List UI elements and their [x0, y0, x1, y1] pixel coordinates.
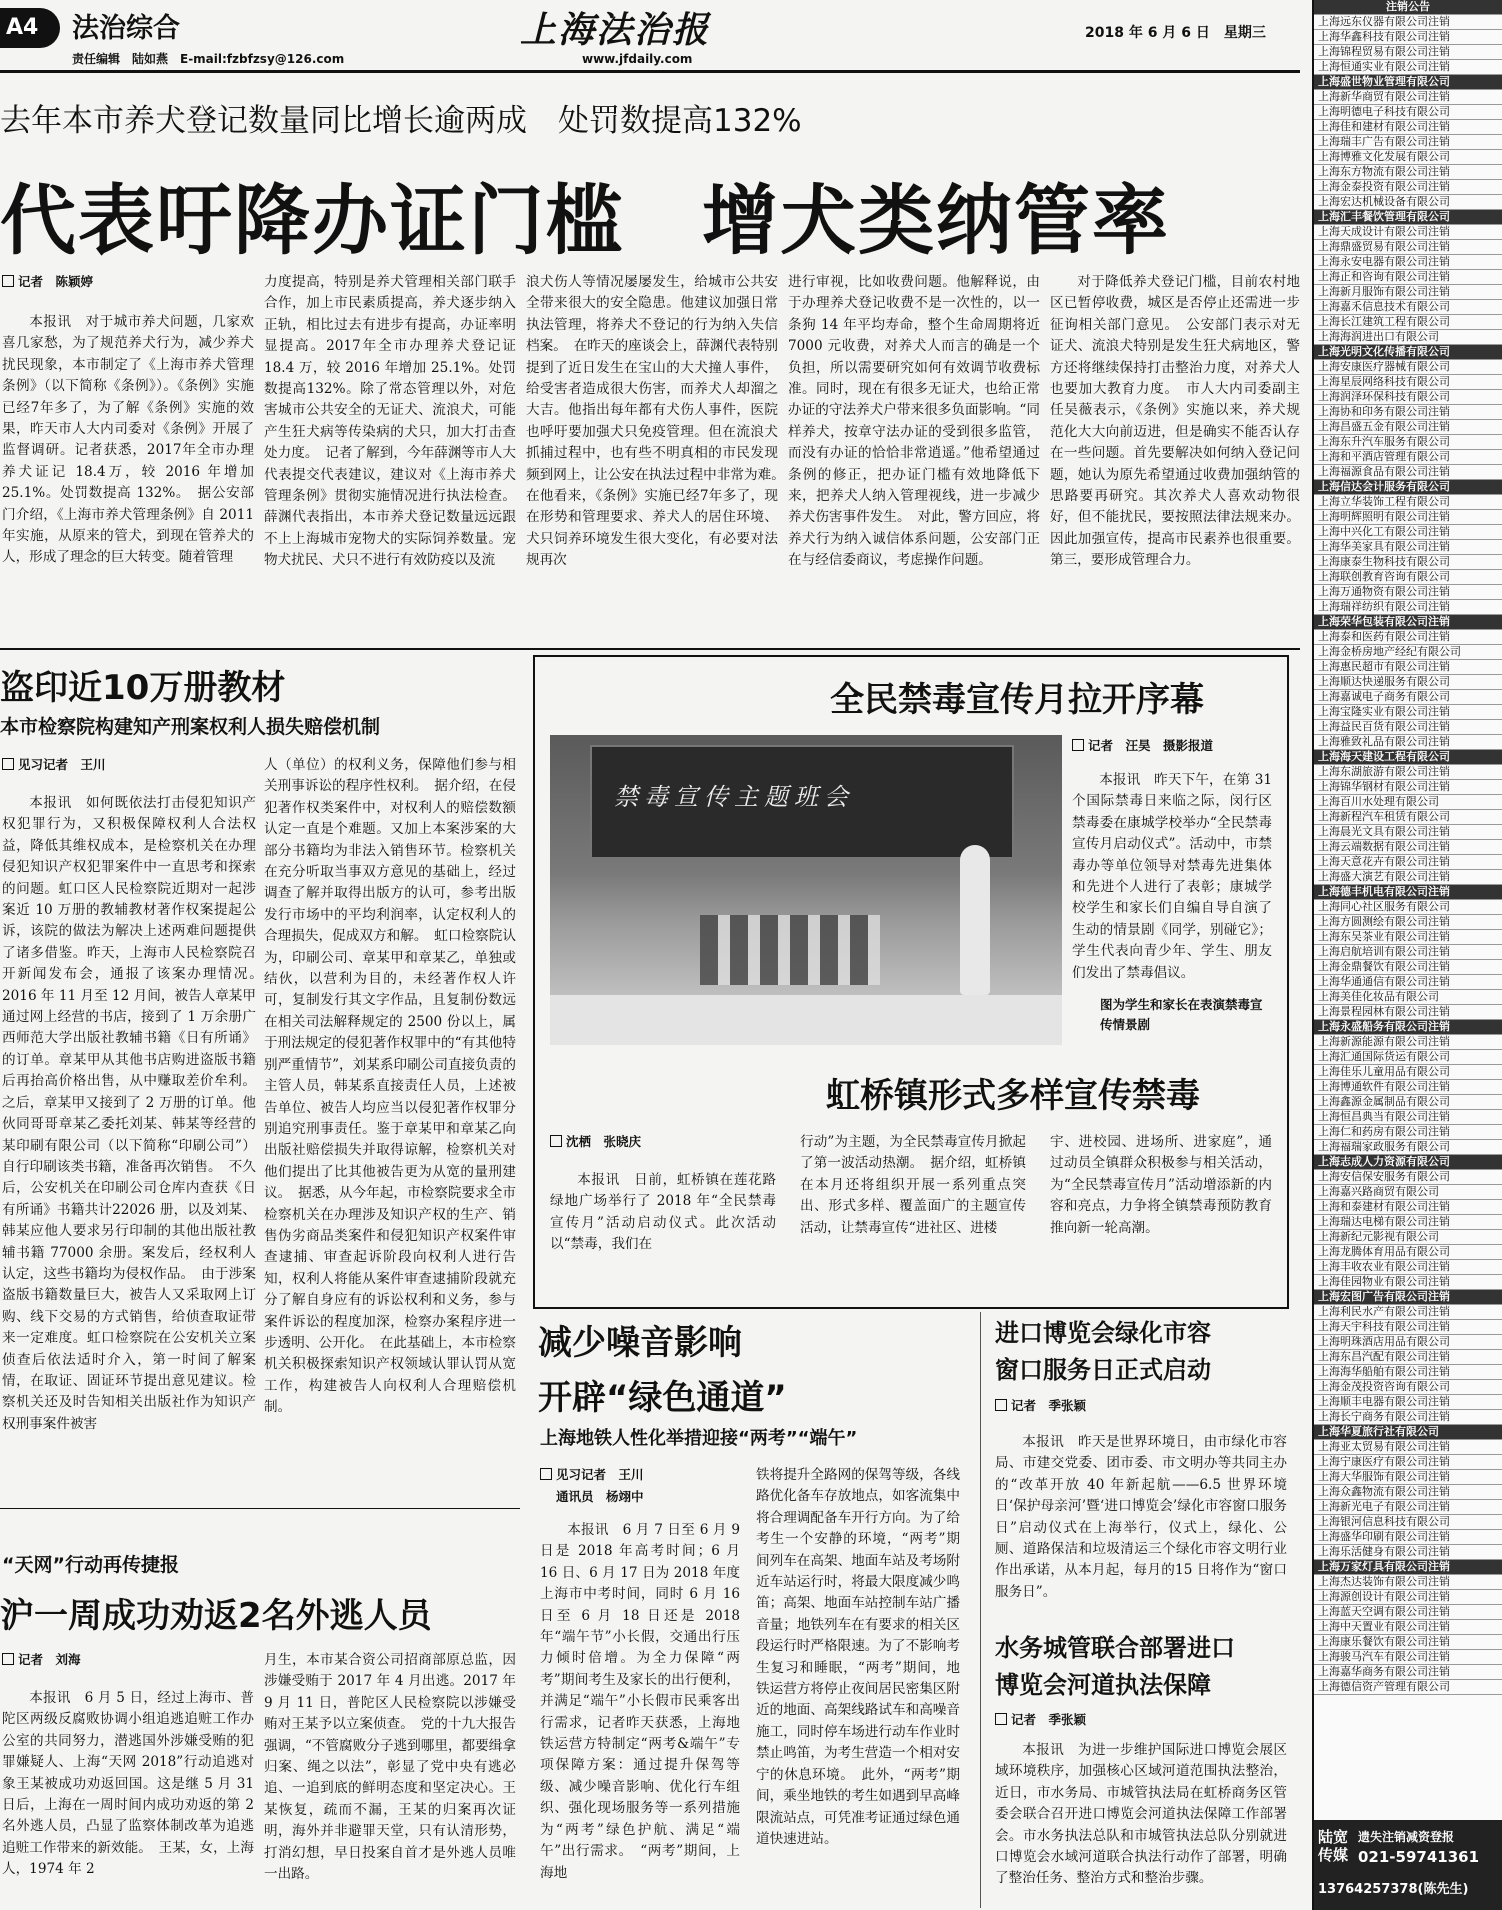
classified-entry: 上海华鑫科技有限公司注销	[1314, 30, 1502, 45]
classified-entry: 上海龙腾体育用品有限公司	[1314, 1245, 1502, 1260]
classified-entry: 上海永安电器有限公司注销	[1314, 255, 1502, 270]
lead-byline: 记者 陈颖婷	[2, 272, 93, 290]
classified-entry: 上海金茂投资咨询有限公司	[1314, 1380, 1502, 1395]
expo-headline-2: 窗口服务日正式启动	[995, 1356, 1211, 1384]
lead-col-2: 力度提高，特别是养犬管理相关部门联手合作，加上市民素质提高，养犬逐步纳入正轨，相比过去有进步有提高，办证率明显提高。2017年全市办理养犬登记证 18.4 万，较 2016 年增加 25.1%。处罚数提高132%。除了常态管理以外，对危害城市公共安全的无证犬、流浪犬，可能产生狂犬病等传染病的犬只，加大打击查处力度。 记者了解到，今年薛渊等市人大代表提交代表建议，建议对《上海市养犬管理条例》贯彻实施情况进行执法检查。薛渊代表指出，本市养犬登记数量远远跟不上上海城市宠物犬的实际饲养数量。宠物犬扰民、犬只不进行有效防疫以及流	[264, 274, 516, 569]
drug-byline: 记者 汪昊 摄影报道	[1072, 736, 1213, 754]
classified-entry: 上海瑞达电梯有限公司注销	[1314, 1215, 1502, 1230]
classified-entry: 上海金桥房地产经纪有限公司	[1314, 645, 1502, 660]
classified-entry: 上海长江建筑工程有限公司	[1314, 315, 1502, 330]
editor-line: 责任编辑 陆如燕 E-mail:fzbfzsy@126.com	[72, 52, 345, 66]
classified-entry: 上海协和印务有限公司注销	[1314, 405, 1502, 420]
textbook-headline: 盗印近10万册教材	[0, 668, 286, 708]
noise-subhead: 上海地铁人性化举措迎接“两考”“端午”	[540, 1428, 858, 1449]
noise-byline-2: 通讯员 杨翊中	[556, 1489, 644, 1504]
classified-entry: 上海锦华钢材有限公司注销	[1314, 780, 1502, 795]
textbook-col-2: 人（单位）的权利义务，保障他们参与相关刑事诉讼的程序性权利。 据介绍，在侵犯著作权类案件中，对权利人的赔偿数额认定一直是个难题。又加上本案涉案的大部分书籍均为非法入销售环节。检察机关在充分听取当事双方意见的基础上，经过调查了解并取得出版方的认可，参考出版发行市场中的平均利润率，认定权利人的合理损失，促成双方和解。 虹口检察院认为，印刷公司、章某甲和章某乙，单独或结伙，以营利为目的，未经著作权人许可，复制发行其文字作品，且复制份数远在相关司法解释规定的 2500 份以上，属于刑法规定的侵犯著作权罪中的“有其他特别严重情节”，刘某系印刷公司直接负责的主管人员，韩某系直接责任人员，上述被告单位、被告人均应当以侵犯著作权罪分别追究刑事责任。鉴于章某甲和章某乙向出版社赔偿损失并取得谅解，检察机关对他们提出了比其他被告更为从宽的量刑建议。 据悉，从今年起，市检察院要求全市检察机关在办理涉及知识产权的生产、销售伪劣商品类案件和侵犯知识产权案件审查逮捕、审查起诉阶段向权利人进行告知，权利人将能从案件审查逮捕阶段就充分了解自身应有的诉讼权利和义务，参与案件诉讼的程度加深，检察办案程序进一步透明、公开化。 在此基础上，本市检察机关积极探索知识产权领域认罪认罚从宽工作，构建被告人向权利人合理赔偿机制。	[264, 757, 516, 1416]
classified-entry: 上海东吴茶业有限公司注销	[1314, 930, 1502, 945]
classified-entry: 上海恒昌典当有限公司注销	[1314, 1110, 1502, 1125]
lead-col-5: 对于降低养犬登记门槛，目前农村地区已暂停收费，城区是否停止还需进一步征询相关部门意见。 公安部门表示对无证犬、流浪犬特别是发生狂犬病地区，警方还将继续保持打击整治力度，对养犬人也要加大教育力度。 市人大内司委副主任吴薇表示，《条例》实施以来，养犬规范化大大向前迈进，但是确实不能否认存在一些问题。首先要解决如何纳入登记问题，她认为原先希望通过收费加强纳管的思路要再研究。其次养犬人喜欢动物很好，但不能扰民，要按照法律法规来办。因此加强宣传，提高市民素养也很重要。第三，要形成管理合力。	[1050, 274, 1300, 569]
hongqiao-col-1: 本报讯 日前，虹桥镇在莲花路绿地广场举行了 2018 年“全民禁毒宣传月”活动启动仪式。此次活动以“禁毒，我们在	[550, 1172, 776, 1253]
expo-byline: 记者 季张颖	[995, 1396, 1086, 1414]
classified-entry: 上海天成设计有限公司注销	[1314, 225, 1502, 240]
classified-entry: 上海博通软件有限公司注销	[1314, 1080, 1502, 1095]
classified-entry: 上海万通物资有限公司注销	[1314, 585, 1502, 600]
classified-entry: 上海星辰网络科技有限公司	[1314, 375, 1502, 390]
textbook-byline: 见习记者 王川	[2, 755, 106, 773]
classified-entry: 上海顺达快递服务有限公司	[1314, 675, 1502, 690]
classifieds-header: 注销公告	[1314, 0, 1502, 15]
classified-entry: 上海明珠酒店用品有限公司	[1314, 1335, 1502, 1350]
classified-entry: 上海中兴化工有限公司注销	[1314, 525, 1502, 540]
tianwang-col-2: 月生，本市某合资公司招商部原总监，因涉嫌受贿于 2017 年 4 月出逃。2017 年 9 月 11 日，普陀区人民检察院以涉嫌受贿对王某予以立案侦查。 党的十九大报告强调，“不管腐败分子逃到哪里，都要缉拿归案、绳之以法”，彰显了党中央有逃必追、一追到底的鲜明态度和坚定决心。王某恢复，疏而不漏，王某的归案再次证明，海外并非避罪天堂，只有认清形势，打消幻想，早日投案自首才是外逃人员唯一出路。	[264, 1652, 516, 1883]
classified-entry: 上海启航培训有限公司注销	[1314, 945, 1502, 960]
classified-entry: 上海锦程贸易有限公司注销	[1314, 45, 1502, 60]
lead-col-4: 进行审视，比如收费问题。他解释说，由于办理养犬登记收费不是一次性的，以一条狗 14 年平均寿命，整个生命周期将近 7000 元收费，对养犬人而言的确是一个负担，所以需要研究如何有效调节收费标准。同时，现在有很多无证犬，也给正常办证的守法养犬户带来很多负面影响。“同样养犬，按章守法办证的受到很多监管，而没有办证的恰恰非常逍遥。”他希望通过条例的修正，把办证门槛有效地降低下来，把养犬人纳入管理视线，进一步减少养犬伤害事件发生。 对此，警方回应，将养犬行为纳入诚信体系问题，公安部门正在与经信委商议，考虑操作问题。	[788, 274, 1040, 569]
classified-entry: 上海同心社区服务有限公司	[1314, 900, 1502, 915]
classified-entry: 上海汇通国际货运有限公司	[1314, 1050, 1502, 1065]
classified-entry: 上海瑞祥纺织有限公司注销	[1314, 600, 1502, 615]
classified-entry: 上海远东仪器有限公司注销	[1314, 15, 1502, 30]
classified-entry: 上海益民百货有限公司注销	[1314, 720, 1502, 735]
classified-entry: 上海新纪元影视有限公司	[1314, 1230, 1502, 1245]
classified-entry: 上海福源食品有限公司注销	[1314, 465, 1502, 480]
classified-entry: 上海嘉华商务有限公司注销	[1314, 1665, 1502, 1680]
drug-body: 本报讯 昨天下午，在第 31 个国际禁毒日来临之际，闵行区禁毒委在康城学校举办“全民禁毒宣传月启动仪式”。活动中，市禁毒办等单位领导对禁毒先进集体和先进个人进行了表彰；康城学校学生和家长们自编自导自演了生动的情景剧《同学，别碰它》；学生代表向青少年、学生、朋友们发出了禁毒倡议。	[1072, 772, 1272, 981]
classified-entry: 上海利民水产有限公司注销	[1314, 1305, 1502, 1320]
lead-bottom-rule	[0, 648, 1300, 650]
paper-logo: 上海法治报	[520, 9, 711, 51]
performer-figure	[960, 845, 990, 995]
hongqiao-col-3: 宇、进校园、进场所、进家庭”，通过动员全镇群众积极参与相关活动，为“全民禁毒宣传月”活动增添新的内容和亮点，力争将全镇禁毒预防教育推向新一轮高潮。	[1050, 1134, 1272, 1236]
noise-col-2: 铁将提升全路网的保驾等级，各线路优化备车存放地点，如客流集中将合理调配备车开行方向。为了给考生一个安静的环境，“两考”期间列车在高架、地面车站及考场附近车站运行时，将最大限度减少鸣笛；高架、地面车站控制车站广播音量；地铁列车在有要求的相关区段运行时严格限速。为了不影响考生复习和睡眠，“两考”期间，地铁运营方将停止夜间居民密集区附近的地面、高架线路试车和高噪音施工，同时停车场进行动车作业时禁止鸣笛，为考生营造一个相对安宁的休息环境。 此外，“两考”期间，乘坐地铁的考生如遇到早高峰限流站点，可凭准考证通过绿色通道快速进站。	[756, 1467, 960, 1847]
classified-entry: 上海荣华包装有限公司注销	[1314, 615, 1502, 630]
classified-entry: 上海盛世物业管理有限公司	[1314, 75, 1502, 90]
classified-entry: 上海新光电子有限公司注销	[1314, 1500, 1502, 1515]
classified-entry: 上海美佳化妆品有限公司	[1314, 990, 1502, 1005]
classified-entry: 上海长宁商务有限公司注销	[1314, 1410, 1502, 1425]
footer-mobile: 13764257378(陈先生)	[1318, 1882, 1469, 1897]
classified-entry: 上海立华装饰工程有限公司	[1314, 495, 1502, 510]
expo-headline-1: 进口博览会绿化市容	[995, 1319, 1211, 1347]
classified-entry: 上海明辉照明有限公司注销	[1314, 510, 1502, 525]
tianwang-kicker: “天网”行动再传捷报	[2, 1554, 179, 1576]
classified-entry: 上海金泰投资有限公司注销	[1314, 180, 1502, 195]
classified-entry: 上海德信资产管理有限公司	[1314, 1680, 1502, 1695]
classified-entry: 上海众鑫物流有限公司注销	[1314, 1485, 1502, 1500]
hongqiao-headline: 虹桥镇形式多样宣传禁毒	[826, 1076, 1200, 1116]
classified-entry: 上海康乐餐饮有限公司注销	[1314, 1635, 1502, 1650]
tianwang-col-1: 本报讯 6 月 5 日，经过上海市、普陀区两级反腐败协调小组追逃追赃工作办公室的共同努力，潜逃国外涉嫌受贿的犯罪嫌疑人、上海“天网 2018”行动追逃对象王某被成功劝返回国。这是继 5 月 31 日后，上海在一周时间内成功劝返的第 2 名外逃人员，凸显了监察体制改革为追逃追赃工作带来的新效能。 王某，女，上海人，1974 年 2	[2, 1690, 254, 1878]
classified-entry: 上海宁康医疗有限公司注销	[1314, 1455, 1502, 1470]
photo-caption: 图为学生和家长在表演禁毒宣传情景剧	[1100, 997, 1263, 1032]
classified-entry: 上海乐活健身有限公司注销	[1314, 1545, 1502, 1560]
classified-entry: 上海光明文化传播有限公司	[1314, 345, 1502, 360]
issue-date: 2018 年 6 月 6 日 星期三	[1085, 25, 1266, 41]
classified-entry: 上海佳园物业有限公司注销	[1314, 1275, 1502, 1290]
footer-brand: 陆宽传媒	[1318, 1828, 1349, 1864]
classified-entry: 上海志成人力资源有限公司	[1314, 1155, 1502, 1170]
classified-entry: 上海金鼎餐饮有限公司注销	[1314, 960, 1502, 975]
footer-phone: 021-59741361	[1358, 1848, 1480, 1866]
water-headline-1: 水务城管联合部署进口	[995, 1634, 1235, 1662]
classified-entry: 上海盛大演艺有限公司注销	[1314, 870, 1502, 885]
classified-entry: 上海东升汽车服务有限公司	[1314, 435, 1502, 450]
classified-entry: 上海佳乐儿童用品有限公司	[1314, 1065, 1502, 1080]
classified-entry: 上海华美家具有限公司注销	[1314, 540, 1502, 555]
classified-entry: 上海仁和药房有限公司注销	[1314, 1125, 1502, 1140]
hongqiao-byline: 沈栖 张晓庆	[550, 1132, 641, 1150]
classified-entry: 上海佳和建材有限公司注销	[1314, 120, 1502, 135]
lead-col-1: 本报讯 对于城市养犬问题，几家欢喜几家愁，为了规范养犬行为，减少养犬扰民现象，本市制定了《上海市养犬管理条例》（以下简称《条例》）。《条例》实施已经7年多了，为了解《条例》实施的效果，昨天市人大内司委对《条例》开展了监督调研。记者获悉，2017年全市办理养犬证记 18.4万，较 2016 年增加 25.1%。处罚数提高 132%。 据公安部门介绍，《上海市养犬管理条例》自 2011 年实施，从原来的管犬，到现在管养犬的人，形成了理念的巨大转变。随着管理	[2, 314, 254, 566]
classified-entry: 上海和泰建材有限公司注销	[1314, 1200, 1502, 1215]
classifieds-list	[1314, 15, 1502, 1815]
page-number-tab: A4	[0, 8, 60, 48]
textbook-bottom-rule	[0, 1508, 520, 1509]
classified-entry: 上海东昌汽配有限公司注销	[1314, 1350, 1502, 1365]
classified-entry: 上海汇丰餐饮管理有限公司	[1314, 210, 1502, 225]
classified-entry: 上海银河信息科技有限公司	[1314, 1515, 1502, 1530]
classified-entry: 上海方圆测绘有限公司注销	[1314, 915, 1502, 930]
classified-entry: 上海安康医疗器械有限公司	[1314, 360, 1502, 375]
classified-entry: 上海新月服饰有限公司注销	[1314, 285, 1502, 300]
classified-entry: 上海东方物流有限公司注销	[1314, 165, 1502, 180]
footer-label: 遗失注销减资登报	[1358, 1830, 1455, 1844]
classified-entry: 上海宏图广告有限公司注销	[1314, 1290, 1502, 1305]
stage-photo	[550, 735, 1062, 1045]
classified-entry: 上海宏达机械设备有限公司	[1314, 195, 1502, 210]
classified-entry: 上海丰收农业有限公司注销	[1314, 1260, 1502, 1275]
classified-entry: 上海华夏旅行社有限公司	[1314, 1425, 1502, 1440]
expo-body: 本报讯 昨天是世界环境日，由市绿化市容局、市建交党委、团市委、市文明办等共同主办的“改革开放 40 年新起航——6.5 世界环境日‘保护母亲河’暨‘进口博览会’绿化市容窗口服务日”启动仪式在上海举行，仪式上，绿化、公厕、道路保洁和垃圾清运三个绿化市容文明行业作出承诺，从本月起，每月的15 日将作为“窗口服务日”。	[995, 1434, 1287, 1600]
textbook-subhead: 本市检察院构建知产刑案权利人损失赔偿机制	[0, 716, 381, 738]
classified-entry: 上海天意花卉有限公司注销	[1314, 855, 1502, 870]
classified-entry: 上海晨光文具有限公司注销	[1314, 825, 1502, 840]
classified-entry: 上海惠民超市有限公司注销	[1314, 660, 1502, 675]
classified-entry: 上海润泽环保科技有限公司	[1314, 390, 1502, 405]
noise-headline-1: 减少噪音影响	[538, 1323, 742, 1363]
lead-headline: 代表吁降办证门槛 增犬类纳管率	[0, 176, 1170, 265]
classified-entry: 上海海润进出口有限公司	[1314, 330, 1502, 345]
tianwang-byline: 记者 刘海	[2, 1650, 81, 1668]
noise-headline-2: 开辟“绿色通道”	[538, 1378, 787, 1418]
classified-entry: 上海嘉兴路商贸有限公司	[1314, 1185, 1502, 1200]
classified-entry: 上海博雅文化发展有限公司	[1314, 150, 1502, 165]
hongqiao-col-2: 行动”为主题，为全民禁毒宣传月掀起了第一波活动热潮。 据介绍，虹桥镇在本月还将组织开展一系列重点突出、形式多样、覆盖面广的主题宣传活动，让禁毒宣传“进社区、进楼	[800, 1134, 1026, 1236]
drug-headline: 全民禁毒宣传月拉开序幕	[830, 680, 1204, 720]
classified-entry: 上海宝隆实业有限公司注销	[1314, 705, 1502, 720]
seated-children	[700, 915, 880, 985]
column-divider	[980, 1312, 981, 1908]
classified-entry: 上海联创教育咨询有限公司	[1314, 570, 1502, 585]
classified-entry: 上海亚太贸易有限公司注销	[1314, 1440, 1502, 1455]
noise-col-1: 本报讯 6 月 7 日至 6 月 9 日是 2018 年高考时间；6 月 16 日、6 月 17 日为 2018 年度上海市中考时间，同时 6 月 16 日至 6 月 18 日还是 2018 年“端午节”小长假，交通出行压力倾时倍增。为全力保障“两考”期间考生及家长的出行便利，并满足“端午”小长假市民乘客出行需求，记者昨天获悉，上海地铁运营方特制定“两考&端午”专项保障方案：通过提升保驾等级、减少噪音影响、优化行车组织、强化现场服务等一系列措施为“两考”绿色护航、满足“端午”出行需求。 “两考”期间，上海地	[540, 1522, 740, 1881]
classified-entry: 上海福瑞家政服务有限公司	[1314, 1140, 1502, 1155]
classified-entry: 上海景程园林有限公司注销	[1314, 1005, 1502, 1020]
stage-banner: 禁毒宣传主题班会	[590, 745, 1014, 859]
classified-entry: 上海海天建设工程有限公司	[1314, 750, 1502, 765]
lead-col-3: 浪犬伤人等情况屡屡发生，给城市公共安全带来很大的安全隐患。他建议加强日常执法管理，将养犬不登记的行为纳入失信档案。 在昨天的座谈会上，薛渊代表特别提到了近日发生在宝山的大犬撞人事件，给受害者造成很大伤害，而养犬人却溜之大吉。他指出每年都有犬伤人事件，医院也呼吁要加强犬只免疫管理。但在流浪犬抓捕过程中，也有些不明真相的市民发现频到网上，让公安在执法过程中非常为难。 在他看来，《条例》实施已经7年多了，现在形势和管理要求、养犬人的居住环境、犬只饲养环境发生很大变化，有必要对法规再次	[526, 274, 792, 569]
classified-entry: 上海瑞丰广告有限公司注销	[1314, 135, 1502, 150]
classified-entry: 上海德丰机电有限公司注销	[1314, 885, 1502, 900]
paper-url: www.jfdaily.com	[582, 52, 693, 66]
classified-entry: 上海泰和医药有限公司注销	[1314, 630, 1502, 645]
classified-entry: 上海和平酒店管理有限公司	[1314, 450, 1502, 465]
classified-entry: 上海雅致礼品有限公司注销	[1314, 735, 1502, 750]
classified-entry: 上海华通通信有限公司注销	[1314, 975, 1502, 990]
classified-entry: 上海鼎盛贸易有限公司注销	[1314, 240, 1502, 255]
classified-entry: 上海新程汽车租赁有限公司	[1314, 810, 1502, 825]
noise-byline-1: 见习记者 王川	[540, 1465, 644, 1483]
masthead-rule	[0, 70, 1300, 73]
classified-entry: 上海杰达装饰有限公司注销	[1314, 1575, 1502, 1590]
classified-entry: 上海嘉诚电子商务有限公司	[1314, 690, 1502, 705]
classified-entry: 上海天宇科技有限公司注销	[1314, 1320, 1502, 1335]
classified-entry: 上海昌盛五金有限公司注销	[1314, 420, 1502, 435]
classified-entry: 上海蓝天空调有限公司注销	[1314, 1605, 1502, 1620]
classified-entry: 上海骏马汽车有限公司注销	[1314, 1650, 1502, 1665]
classified-entry: 上海百川水处理有限公司	[1314, 795, 1502, 810]
classified-entry: 上海新华商贸有限公司注销	[1314, 90, 1502, 105]
classified-entry: 上海永盛船务有限公司注销	[1314, 1020, 1502, 1035]
classified-entry: 上海安信保安服务有限公司	[1314, 1170, 1502, 1185]
classified-entry: 上海东湖旅游有限公司注销	[1314, 765, 1502, 780]
classified-entry: 上海顺丰电器有限公司注销	[1314, 1395, 1502, 1410]
classified-entry: 上海海华船舶有限公司注销	[1314, 1365, 1502, 1380]
classified-entry: 上海大华服饰有限公司注销	[1314, 1470, 1502, 1485]
tianwang-headline: 沪一周成功劝返2名外逃人员	[0, 1596, 432, 1636]
classified-entry: 上海恒通实业有限公司注销	[1314, 60, 1502, 75]
classified-entry: 上海中天置业有限公司注销	[1314, 1620, 1502, 1635]
classified-entry: 上海新源能源有限公司注销	[1314, 1035, 1502, 1050]
water-byline: 记者 季张颖	[995, 1710, 1086, 1728]
classifieds-strip	[1312, 0, 1502, 1910]
section-title: 法治综合	[72, 13, 180, 44]
classified-entry: 上海盛华印刷有限公司注销	[1314, 1530, 1502, 1545]
textbook-col-1: 本报讯 如何既依法打击侵犯知识产权犯罪行为，又积极保障权利人合法权益，降低其维权成本，是检察机关在办理侵犯知识产权犯罪案件中一直思考和探索的问题。虹口区人民检察院近期对一起涉案近 10 万册的教辅教材著作权案提起公诉，该院的做法为解决上述两难问题提供了诸多借鉴。昨天，上海市人民检察院召开新闻发布会，通报了该案办理情况。 2016 年 11 月至 12 月间，被告人章某甲通过网上经营的书店，接到了 1 万余册广西师范大学出版社教辅书籍《日有所诵》的订单。章某甲从其他书店购进盗版书籍后再抬高价格出售，从中赚取差价牟利。之后，章某甲又接到了 2 万册的订单。他伙同哥哥章某乙委托刘某、韩某等经营的某印刷有限公司（以下简称“印刷公司”）自行印刷该类书籍，准备再次销售。 不久后，公安机关在印刷公司仓库内查获《日有所诵》书籍共计22026 册，以及刘某、韩某应他人要求另行印制的其他出版社教辅书籍 77000 余册。案发后，经权利人认定，这些书籍均为侵权作品。 由于涉案盗版书籍数量巨大，被告人又采取网上订购、线下交易的方式销售，给侦查取证带来一定难度。虹口检察院在公安机关立案侦查后依法适时介入，第一时间了解案情，在取证、固证环节提出意见建议。检察机关还及时告知相关出版社作为知识产权刑事案件被害	[2, 795, 270, 1432]
classified-entry: 上海鑫源金属制品有限公司	[1314, 1095, 1502, 1110]
classified-entry: 上海万家灯具有限公司注销	[1314, 1560, 1502, 1575]
classified-entry: 上海康泰生物科技有限公司	[1314, 555, 1502, 570]
classified-entry: 上海正和咨询有限公司注销	[1314, 270, 1502, 285]
classified-entry: 上海信达会计服务有限公司	[1314, 480, 1502, 495]
classified-entry: 上海嘉禾信息技术有限公司	[1314, 300, 1502, 315]
classified-entry: 上海源创设计有限公司注销	[1314, 1590, 1502, 1605]
water-body: 本报讯 为进一步维护国际进口博览会展区域环境秩序，加强核心区域河道范围执法整治，近日，市水务局、市城管执法局在虹桥商务区管委会联合召开进口博览会河道执法保障工作部署会。市水务执法总队和市城管执法总队分别就进口博览会水域河道联合执法行动作了部署，明确了整治任务、整治方式和整治步骤。	[995, 1742, 1287, 1887]
lead-kicker: 去年本市养犬登记数量同比增长逾两成 处罚数提高132%	[0, 103, 802, 139]
stage-floor	[550, 995, 1062, 1045]
classified-entry: 上海云端数据有限公司注销	[1314, 840, 1502, 855]
classifieds-footer	[1314, 1820, 1502, 1910]
classified-entry: 上海明德电子科技有限公司	[1314, 105, 1502, 120]
water-headline-2: 博览会河道执法保障	[995, 1671, 1211, 1699]
